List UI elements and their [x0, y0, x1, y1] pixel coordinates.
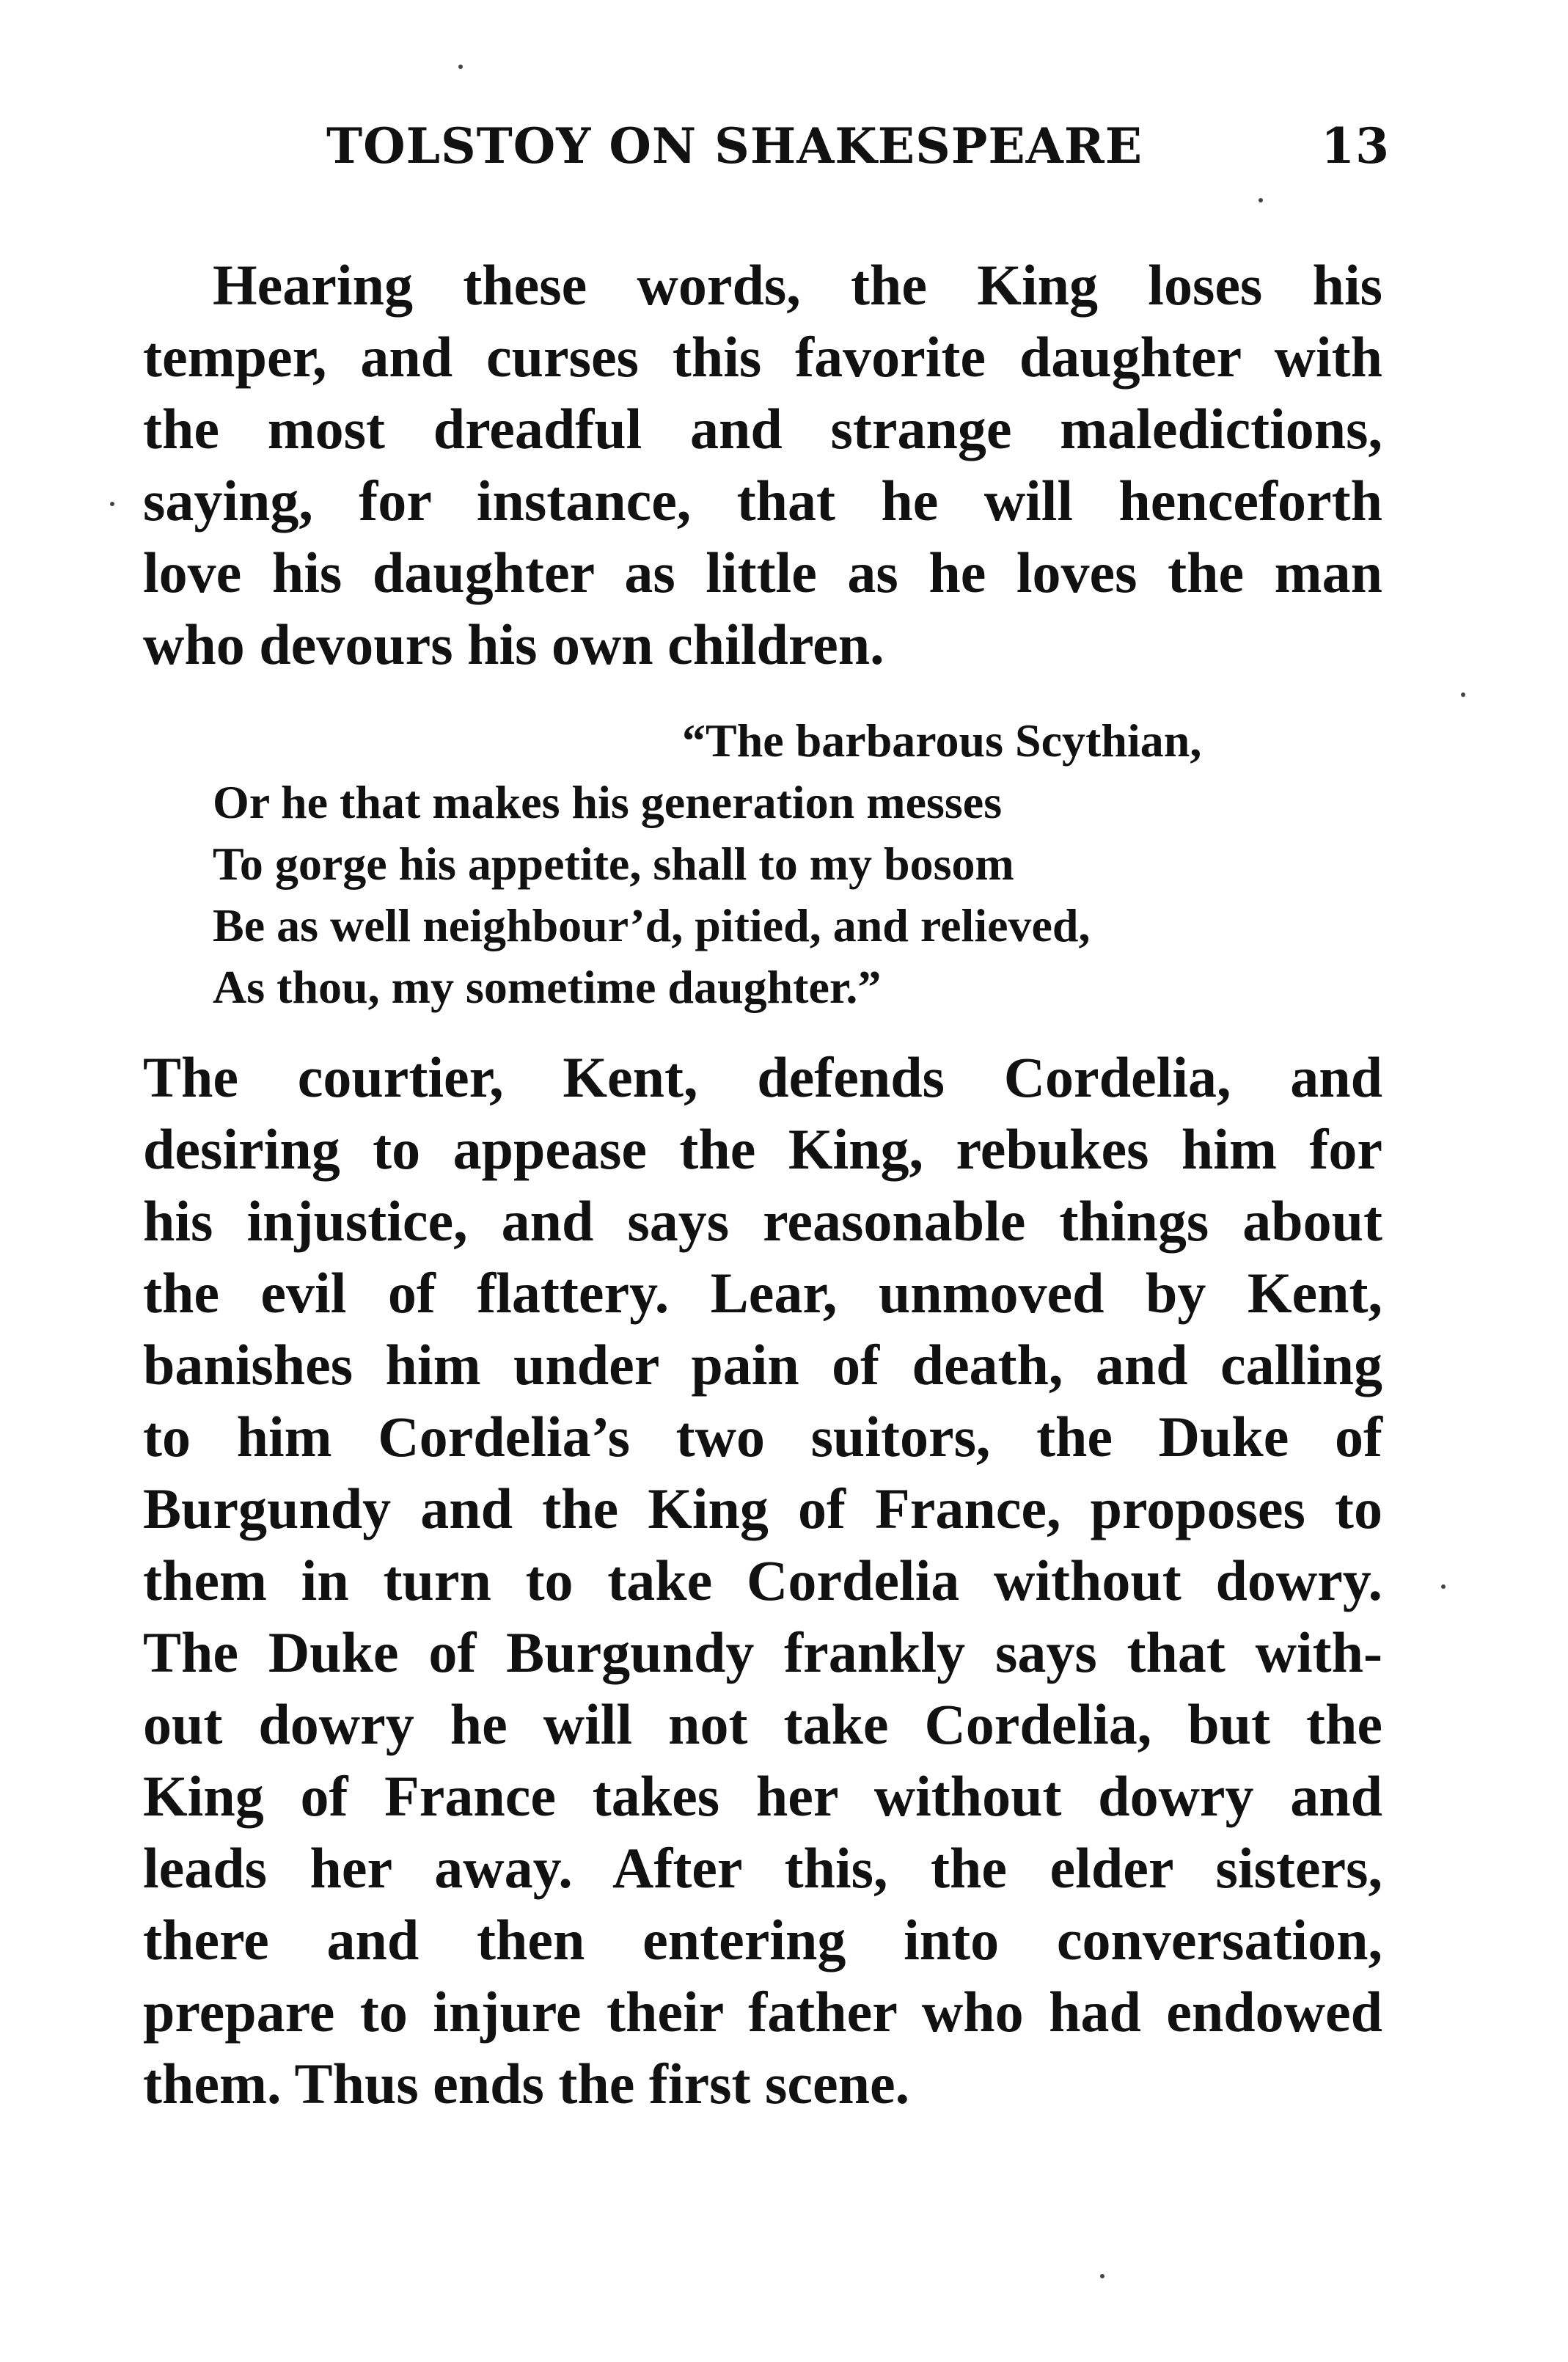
paragraph-line: desiring to appease the King, rebukes him for [143, 1117, 1382, 1181]
running-head-title: TOLSTOY ON SHAKESPEARE [326, 117, 1143, 175]
paragraph-line: who devours his own children. [143, 613, 884, 676]
verse-quotation [213, 710, 1386, 1018]
paragraph-line: them in turn to take Cordelia without dowry. [143, 1549, 1382, 1612]
paragraph-line: the most dreadful and strange maledictions, [143, 397, 1382, 461]
paragraph-line: saying, for instance, that he will henceforth [143, 469, 1382, 533]
scan-speck [1441, 1584, 1446, 1589]
paragraph-line: there and then entering into conversation, [143, 1908, 1382, 1972]
paragraph-line: to him Cordelia’s two suitors, the Duke of [143, 1405, 1382, 1469]
verse-line: As thou, my sometime daughter.” [213, 961, 882, 1013]
paragraph-line: The courtier, Kent, defends Cordelia, and [143, 1045, 1382, 1109]
verse-line: To gorge his appetite, shall to my bosom [213, 838, 1014, 890]
paragraph-line: Hearing these words, the King loses his [213, 253, 1382, 317]
verse-line: “The barbarous Scythian, [682, 714, 1202, 767]
paragraph-line: prepare to injure their father who had endowed [143, 1980, 1382, 2044]
verse-line: Be as well neighbour’d, pitied, and relieved, [213, 899, 1091, 951]
paragraph-1 [143, 249, 1382, 681]
paragraph-line: love his daughter as little as he loves the man [143, 541, 1382, 604]
paragraph-line: King of France takes her without dowry and [143, 1764, 1382, 1828]
verse-line: Or he that makes his generation messes [213, 776, 1003, 828]
scan-speck [458, 65, 463, 69]
scan-speck [1100, 2274, 1104, 2278]
page-number: 13 [1321, 117, 1390, 175]
running-head [326, 117, 1390, 183]
paragraph-line: out dowry he will not take Cordelia, but the [143, 1692, 1382, 1756]
scan-speck [1259, 198, 1263, 202]
paragraph-line: banishes him under pain of death, and calling [143, 1333, 1382, 1397]
paragraph-line: them. Thus ends the first scene. [143, 2052, 910, 2116]
scan-speck [110, 502, 114, 506]
scan-speck [1461, 692, 1465, 697]
paragraph-line: the evil of flattery. Lear, unmoved by Kent, [143, 1261, 1382, 1325]
paragraph-line: leads her away. After this, the elder sisters, [143, 1836, 1382, 1900]
paragraph-line: temper, and curses this favorite daughter with [143, 325, 1382, 389]
paragraph-line: Burgundy and the King of France, proposes to [143, 1477, 1382, 1540]
paragraph-line: The Duke of Burgundy frankly says that with- [143, 1620, 1382, 1684]
paragraph-2 [143, 1042, 1382, 2120]
paragraph-line: his injustice, and says reasonable things about [143, 1189, 1382, 1253]
